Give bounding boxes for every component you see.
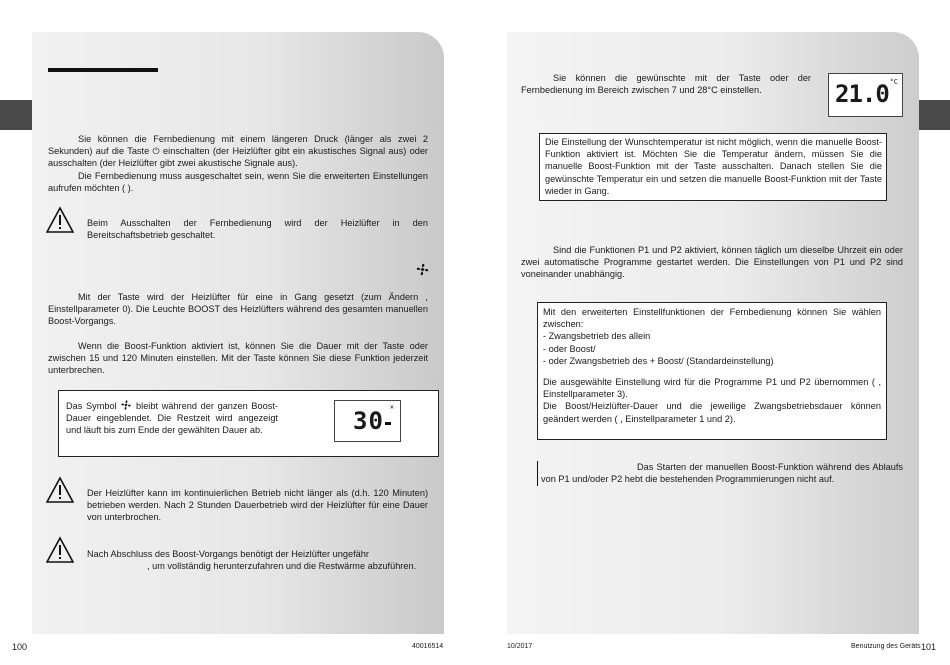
settings-option-2: - oder Boost/ xyxy=(543,343,596,354)
boost-symbol-box xyxy=(58,390,439,457)
intro-paragraph-1: Sie können die Fernbedienung mit einem längeren Druck (länger als zwei 2 Sekunden) auf die Taste ⏻ einschalten (der Heizlüfter gibt ein akustisches Signal aus) oder ausschalten (der Heizlüfter gibt zwei akustische Signale aus). xyxy=(48,134,428,169)
warning-3-line-2: , um vollständig herunterzufahren und die Restwärme abzuführen. xyxy=(147,561,417,572)
settings-box xyxy=(537,302,887,440)
settings-paragraph-3: Die Boost/Heizlüfter-Dauer und die jeweilige Zwangsbetriebsdauer können geändert werden ( , Einstellparameter 1 und 2). xyxy=(543,401,881,424)
final-note-bar xyxy=(537,461,538,486)
settings-intro: Mit den erweiterten Einstellfunktionen der Fernbedienung können Sie wählen zwischen: xyxy=(543,307,881,330)
settings-paragraph-2: Die ausgewählte Einstellung wird für die Programme P1 und P2 übernommen ( , Einstellparameter 3). xyxy=(543,377,881,400)
intro-paragraph-2: Die Fernbedienung muss ausgeschaltet sein, wenn Sie die erweiterten Einstellungen aufrufen möchten ( ). xyxy=(48,170,428,193)
temperature-note-box xyxy=(539,133,887,201)
right-page-number: 101 xyxy=(921,642,937,652)
fan-icon xyxy=(415,262,430,277)
temperature-note-text: Die Einstellung der Wunschtemperatur ist nicht möglich, wenn die manuelle Boost-Funktion aktiviert ist. Möchten Sie die Temperatur ändern, müssen Sie die manuelle Boost-Funktion mit der Taste ausschalten. Danach stellen Sie die gewünschte Temperatur ein und setzen die manuelle Boost-Funktion mit der Taste wieder in Gang. xyxy=(545,137,882,196)
boost-box-text xyxy=(66,399,278,437)
warning-icon xyxy=(46,476,74,504)
lcd-boost-display xyxy=(334,400,401,442)
final-note-text: Das Starten der manuellen Boost-Funktion während des Ablaufs von P1 und/oder P2 hebt die bestehenden Programmierungen nicht auf. xyxy=(541,462,903,485)
date: 10/2017 xyxy=(507,643,533,650)
boost-symbol-icon xyxy=(120,399,132,411)
warning-3-line-1: Nach Abschluss des Boost-Vorgangs benötigt der Heizlüfter ungefähr xyxy=(87,549,369,559)
warning-text-1: Beim Ausschalten der Fernbedienung wird der Heizlüfter in den Bereitschaftsbetrieb geschaltet. xyxy=(87,218,428,241)
boost-paragraph-2: Wenn die Boost-Funktion aktiviert ist, können Sie die Dauer mit der Taste oder zwischen 15 und 120 Minuten einstellen. Mit der Taste können Sie diese Funktion jederzeit unterbrechen. xyxy=(48,341,428,376)
temperature-paragraph: Sie können die gewünschte mit der Taste oder der Fernbedienung im Bereich zwischen 7 und 28°C einstellen. xyxy=(521,73,811,96)
right-side-tab xyxy=(918,100,950,130)
left-side-tab xyxy=(0,100,32,130)
boost-box-text-end: bleibt während der ganzen Boost-Dauer eingeblendet. Die Restzeit wird angezeigt und läuft bis zum Ende der gewählten Dauer ab. xyxy=(66,401,278,436)
lcd-temperature-unit: °C xyxy=(889,78,898,86)
settings-spacer xyxy=(543,367,881,376)
lcd-boost-value: 30 xyxy=(353,407,384,435)
lcd-temperature-value: 21.0 xyxy=(835,80,889,108)
warning-text-2: Der Heizlüfter kann im kontinuierlichen Betrieb nicht länger als (d.h. 120 Minuten) betrieben werden. Nach 2 Stunden Dauerbetrieb wird der Heizlüfter für eine Dauer von unterbrochen. xyxy=(87,488,428,523)
settings-option-3: - oder Zwangsbetrieb des + Boost/ (Standardeinstellung) xyxy=(543,355,774,366)
lcd-bar-indicator xyxy=(385,422,391,425)
lcd-temperature-display xyxy=(828,73,903,117)
left-page xyxy=(32,32,444,634)
settings-option-1: - Zwangsbetrieb des allein xyxy=(543,331,651,342)
document-code: 40016514 xyxy=(412,643,444,650)
warning-icon xyxy=(46,206,74,234)
boost-box-text-start: Das Symbol xyxy=(66,401,117,411)
warning-icon xyxy=(46,536,74,564)
lcd-fan-indicator: ✕ xyxy=(389,403,394,411)
warning-text-3 xyxy=(87,548,428,572)
settings-box-text xyxy=(543,306,881,425)
footer-title: Benutzung des Geräts xyxy=(851,643,921,650)
right-page xyxy=(507,32,919,634)
intro-section xyxy=(48,133,428,194)
left-page-number: 100 xyxy=(12,642,28,652)
program-paragraph: Sind die Funktionen P1 und P2 aktiviert, können täglich um dieselbe Uhrzeit ein oder zwei automatische Programme gestartet werden. Die Einstellungen von P1 und P2 sind voneinander unabhängig. xyxy=(521,245,903,280)
heading-bar xyxy=(48,68,158,72)
boost-paragraph-1: Mit der Taste wird der Heizlüfter für eine in Gang gesetzt (zum Ändern , Einstellparameter 0). Die Leuchte BOOST des Heizlüfters während des gesamten manuellen Boost-Vorgangs. xyxy=(48,292,428,327)
